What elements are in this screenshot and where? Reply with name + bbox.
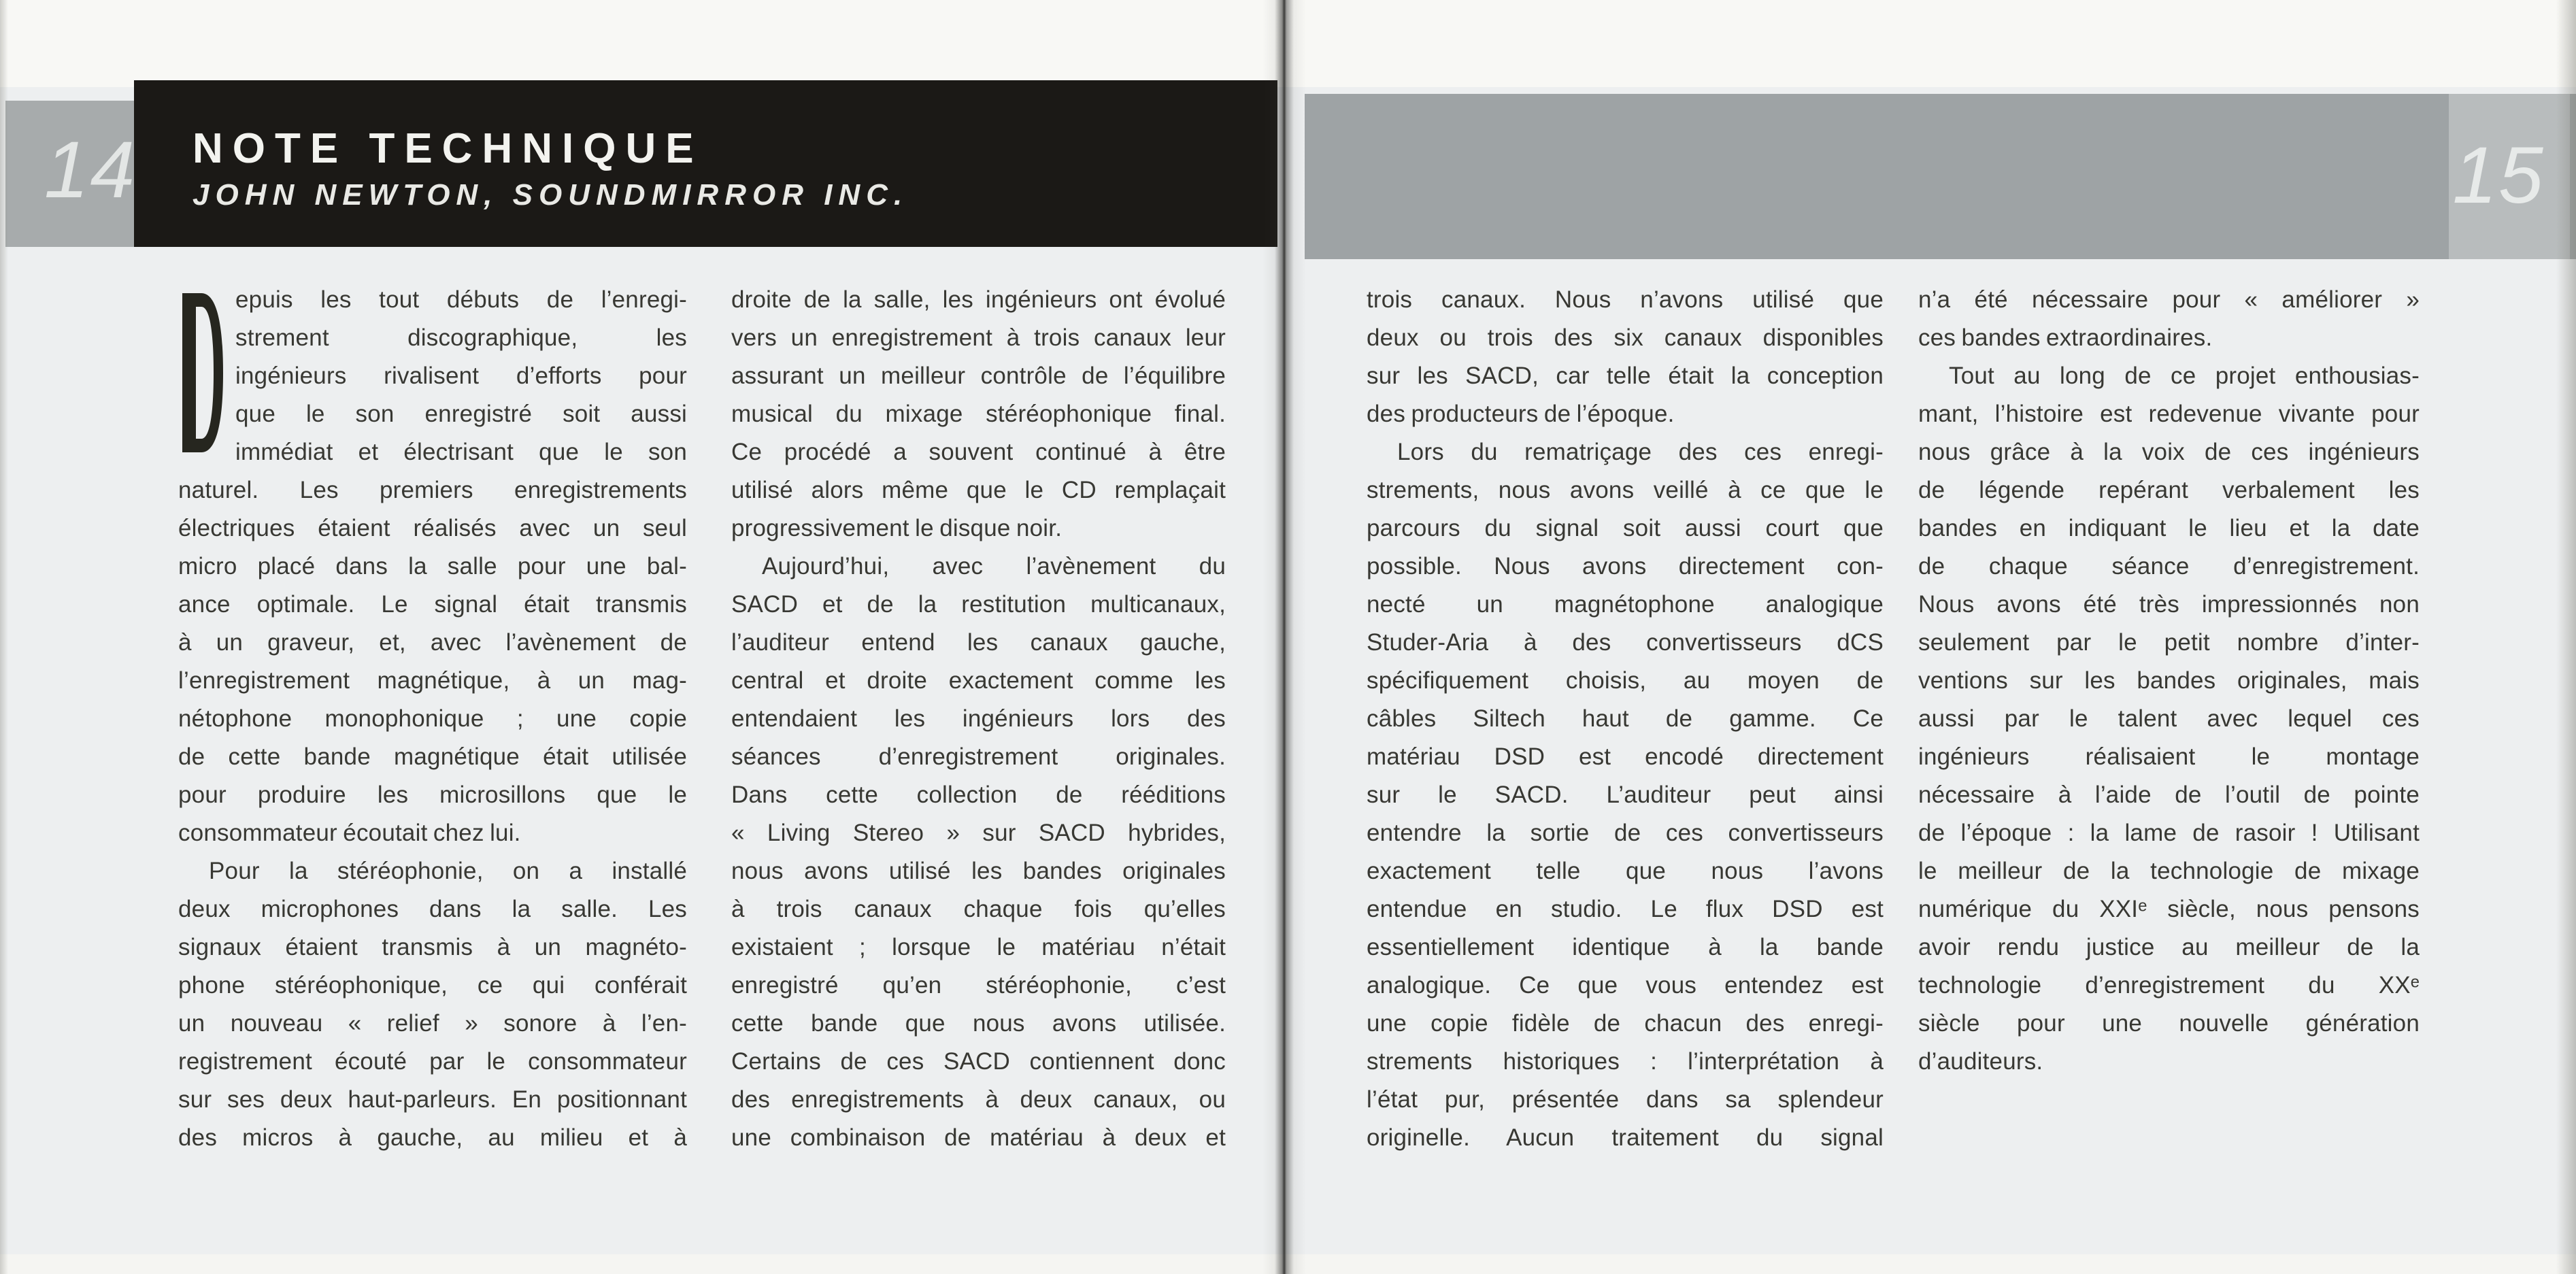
text-line: consommateur écoutait chez lui. bbox=[178, 820, 521, 846]
left-page-column-2 bbox=[731, 281, 1226, 1157]
text-line: Nous avons été très impressionnés non bbox=[1918, 591, 2420, 618]
text-line: bandes en indiquant le lieu et la date bbox=[1918, 515, 2420, 541]
text-line: analogique. Ce que vous entendez est bbox=[1367, 972, 1884, 999]
page-number-left: 14 bbox=[44, 124, 137, 215]
text-line: des enregistrements à deux canaux, ou bbox=[731, 1086, 1226, 1113]
text-line: ventions sur les bandes originales, mais bbox=[1918, 667, 2420, 694]
text-line: assurant un meilleur contrôle de l’équilibre bbox=[731, 363, 1226, 389]
text-line: deux microphones dans la salle. Les bbox=[178, 896, 687, 922]
text-line: pour produire les microsillons que le bbox=[178, 782, 687, 808]
text-line: Certains de ces SACD contiennent donc bbox=[731, 1048, 1226, 1075]
text-line: ingénieurs réalisaient le montage bbox=[1918, 743, 2420, 770]
text-line: existaient ; lorsque le matériau n’était bbox=[731, 934, 1226, 960]
text-line: numérique du XXIᵉ siècle, nous pensons bbox=[1918, 896, 2420, 922]
text-line: à un graveur, et, avec l’avènement de bbox=[178, 629, 687, 656]
text-line: l’enregistrement magnétique, à un mag- bbox=[178, 667, 687, 694]
header-bar-right bbox=[1305, 94, 2576, 259]
text-line: « Living Stereo » sur SACD hybrides, bbox=[731, 820, 1226, 846]
text-line: siècle pour une nouvelle génération bbox=[1918, 1010, 2420, 1037]
text-line: signaux étaient transmis à un magnéto- bbox=[178, 934, 687, 960]
text-line: des producteurs de l’époque. bbox=[1367, 401, 1675, 427]
text-line: câbles Siltech haut de gamme. Ce bbox=[1367, 705, 1884, 732]
text-line: une combinaison de matériau à deux et bbox=[731, 1124, 1226, 1151]
text-line: sur le SACD. L’auditeur peut ainsi bbox=[1367, 782, 1884, 808]
text-line: necté un magnétophone analogique bbox=[1367, 591, 1884, 618]
text-line: registrement écouté par le consommateur bbox=[178, 1048, 687, 1075]
text-line: ingénieurs rivalisent d’efforts pour bbox=[235, 363, 687, 389]
text-line: trois canaux. Nous n’avons utilisé que bbox=[1367, 286, 1884, 313]
text-line: sur les SACD, car telle était la conception bbox=[1367, 363, 1884, 389]
text-line: des micros à gauche, au milieu et à bbox=[178, 1124, 687, 1151]
text-line: séances d’enregistrement originales. bbox=[731, 743, 1226, 770]
text-line: naturel. Les premiers enregistrements bbox=[178, 477, 687, 503]
text-line: SACD et de la restitution multicanaux, bbox=[731, 591, 1226, 618]
text-line: d’auditeurs. bbox=[1918, 1048, 2043, 1075]
text-line: à trois canaux chaque fois qu’elles bbox=[731, 896, 1226, 922]
text-line: essentiellement identique à la bande bbox=[1367, 934, 1884, 960]
page-subtitle: JOHN NEWTON, SOUNDMIRROR INC. bbox=[193, 178, 909, 212]
text-line: le meilleur de la technologie de mixage bbox=[1918, 858, 2420, 884]
text-line: strement discographique, les bbox=[235, 324, 687, 351]
right-page-column-2 bbox=[1918, 281, 2420, 1081]
text-line: ance optimale. Le signal était transmis bbox=[178, 591, 687, 618]
page-number-right: 15 bbox=[2452, 130, 2545, 220]
text-line: strements historiques : l’interprétation à bbox=[1367, 1048, 1884, 1075]
text-line: Pour la stéréophonie, on a installé bbox=[209, 858, 687, 884]
page-edge-shadow-left bbox=[0, 0, 8, 1274]
text-line: l’auditeur entend les canaux gauche, bbox=[731, 629, 1226, 656]
text-line: l’état pur, présentée dans sa splendeur bbox=[1367, 1086, 1884, 1113]
text-line: nous avons utilisé les bandes originales bbox=[731, 858, 1226, 884]
text-line: que le son enregistré soit aussi bbox=[235, 401, 687, 427]
text-line: progressivement le disque noir. bbox=[731, 515, 1063, 541]
text-line: vers un enregistrement à trois canaux leur bbox=[731, 324, 1226, 351]
page-number-block-left bbox=[5, 101, 137, 247]
text-line: nétophone monophonique ; une copie bbox=[178, 705, 687, 732]
text-line: utilisé alors même que le CD remplaçait bbox=[731, 477, 1226, 503]
text-line: musical du mixage stéréophonique final. bbox=[731, 401, 1226, 427]
page-number-block-right bbox=[2449, 94, 2570, 259]
text-line: originelle. Aucun traitement du signal bbox=[1367, 1124, 1884, 1151]
text-line: de chaque séance d’enregistrement. bbox=[1918, 553, 2420, 580]
text-line: Tout au long de ce projet enthousias- bbox=[1949, 363, 2420, 389]
text-line: entendaient les ingénieurs lors des bbox=[731, 705, 1226, 732]
text-line: phone stéréophonique, ce qui conférait bbox=[178, 972, 687, 999]
text-line: immédiat et électrisant que le son bbox=[235, 439, 687, 465]
page-fold-shadow bbox=[1262, 0, 1306, 1274]
text-line: enregistré qu’en stéréophonie, c’est bbox=[731, 972, 1226, 999]
text-line: entendue en studio. Le flux DSD est bbox=[1367, 896, 1884, 922]
page-title: NOTE TECHNIQUE bbox=[193, 125, 703, 172]
text-line: Studer-Aria à des convertisseurs dCS bbox=[1367, 629, 1884, 656]
text-line: Aujourd’hui, avec l’avènement du bbox=[762, 553, 1226, 580]
text-line: un nouveau « relief » sonore à l’en- bbox=[178, 1010, 687, 1037]
text-line: avoir rendu justice au meilleur de la bbox=[1918, 934, 2420, 960]
text-line: entendre la sortie de ces convertisseurs bbox=[1367, 820, 1884, 846]
text-line: parcours du signal soit aussi court que bbox=[1367, 515, 1884, 541]
right-page-column-1 bbox=[1367, 281, 1884, 1157]
text-line: seulement par le petit nombre d’inter- bbox=[1918, 629, 2420, 656]
text-line: epuis les tout débuts de l’enregi- bbox=[235, 286, 687, 313]
text-line: spécifiquement choisis, au moyen de bbox=[1367, 667, 1884, 694]
text-line: droite de la salle, les ingénieurs ont évolué bbox=[731, 286, 1226, 313]
text-line: nous grâce à la voix de ces ingénieurs bbox=[1918, 439, 2420, 465]
text-line: électriques étaient réalisés avec un seul bbox=[178, 515, 687, 541]
text-line: Ce procédé a souvent continué à être bbox=[731, 439, 1226, 465]
left-page-column-1 bbox=[178, 281, 687, 1157]
text-line: cette bande que nous avons utilisée. bbox=[731, 1010, 1226, 1037]
text-line: une copie fidèle de chacun des enregi- bbox=[1367, 1010, 1884, 1037]
text-line: technologie d’enregistrement du XXᵉ bbox=[1918, 972, 2420, 999]
text-line: mant, l’histoire est redevenue vivante pour bbox=[1918, 401, 2420, 427]
text-line: strements, nous avons veillé à ce que le bbox=[1367, 477, 1884, 503]
text-line: exactement telle que nous l’avons bbox=[1367, 858, 1884, 884]
text-line: sur ses deux haut-parleurs. En positionnant bbox=[178, 1086, 687, 1113]
text-line: de légende repérant verbalement les bbox=[1918, 477, 2420, 503]
text-line: n’a été nécessaire pour « améliorer » bbox=[1918, 286, 2420, 313]
text-line: aussi par le talent avec lequel ces bbox=[1918, 705, 2420, 732]
text-line: deux ou trois des six canaux disponibles bbox=[1367, 324, 1884, 351]
page-edge-shadow-right bbox=[2556, 0, 2576, 1274]
text-line: matériau DSD est encodé directement bbox=[1367, 743, 1884, 770]
text-line: micro placé dans la salle pour une bal- bbox=[178, 553, 687, 580]
text-line: central et droite exactement comme les bbox=[731, 667, 1226, 694]
text-line: de cette bande magnétique était utilisée bbox=[178, 743, 687, 770]
text-line: nécessaire à l’aide de l’outil de pointe bbox=[1918, 782, 2420, 808]
text-line: ces bandes extraordinaires. bbox=[1918, 324, 2213, 351]
text-line: de l’époque : la lame de rasoir ! Utilisant bbox=[1918, 820, 2420, 846]
text-line: Lors du rematriçage des ces enregi- bbox=[1397, 439, 1884, 465]
text-line: Dans cette collection de rééditions bbox=[731, 782, 1226, 808]
text-line: possible. Nous avons directement con- bbox=[1367, 553, 1884, 580]
